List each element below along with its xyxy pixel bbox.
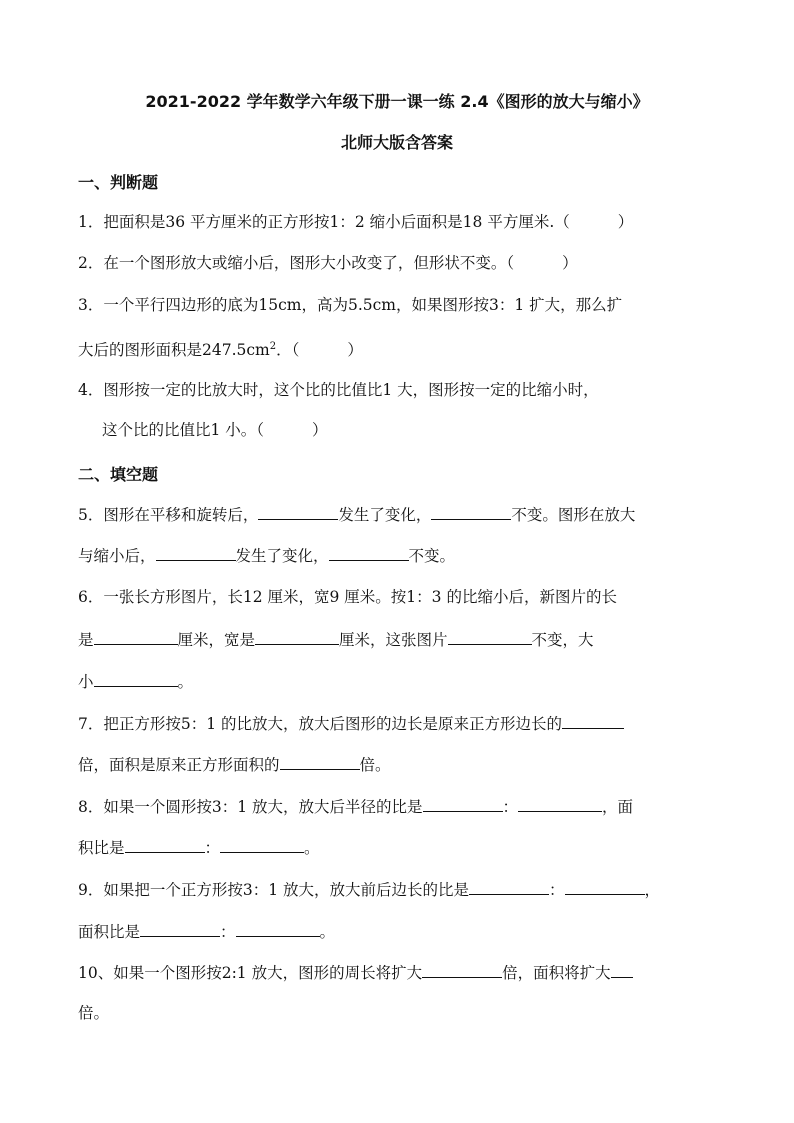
- document-subtitle: 北师大版含答案: [340, 133, 453, 152]
- q5-text-e: 发生了变化，: [235, 547, 329, 565]
- q8-text-b: ，面: [602, 798, 634, 816]
- answer-blank[interactable]: [423, 796, 503, 812]
- question-8-line-2: [78, 837, 320, 858]
- question-3-sup: 2: [269, 341, 277, 352]
- q7-text-a: 7．把正方形按5：1 的比放大，放大后图形的边长是原来正方形边长的: [78, 715, 563, 733]
- question-3-line-1: 3．一个平行四边形的底为15cm，高为5.5cm，如果图形按3：1 扩大，那么扩: [78, 296, 623, 314]
- question-2-text: 2．在一个图形放大或缩小后，图形大小改变了，但形状不变。（: [78, 254, 515, 272]
- answer-blank[interactable]: [562, 713, 624, 729]
- q7-text-c: 倍。: [359, 756, 391, 774]
- answer-blank[interactable]: [329, 545, 409, 561]
- answer-blank[interactable]: [140, 921, 220, 937]
- q8-text-c: 积比是: [78, 839, 125, 857]
- question-4-line-1: 4．图形按一定的比放大时，这个比的比值比1 大，图形按一定的比缩小时，: [78, 381, 599, 399]
- q8-text-d: 。: [304, 839, 320, 857]
- answer-blank[interactable]: [422, 962, 502, 978]
- q6-text-a: 是: [78, 631, 94, 649]
- answer-blank[interactable]: [236, 921, 320, 937]
- answer-blank[interactable]: [94, 671, 178, 687]
- q6-text-b: 厘米，宽是: [177, 631, 256, 649]
- q5-text-b: 发生了变化，: [338, 506, 432, 524]
- answer-blank[interactable]: [255, 629, 339, 645]
- q5-text-f: 不变。: [408, 547, 456, 565]
- question-3-open: ．（: [276, 341, 300, 360]
- answer-blank[interactable]: [125, 837, 205, 853]
- answer-blank[interactable]: [518, 796, 602, 812]
- question-2: [78, 253, 578, 273]
- question-10-line-2: 倍。: [78, 1004, 110, 1022]
- question-4-text: 这个比的比值比1 小。（: [102, 421, 265, 439]
- question-9-line-2: [78, 921, 335, 942]
- q9-text-d: 。: [319, 923, 336, 941]
- q9-colon-2: ：: [220, 923, 236, 941]
- q6-text-d: 不变，大: [531, 631, 594, 649]
- question-7-line-1: [78, 713, 624, 734]
- question-9-line-1: [78, 879, 660, 900]
- question-10-line-1: [78, 962, 633, 983]
- document-title: 2021-2022 学年数学六年级下册一课一练 2.4《图形的放大与缩小》: [145, 92, 649, 111]
- q5-text-d: 与缩小后，: [78, 547, 156, 565]
- q8-text-a: 8．如果一个圆形按3：1 放大，放大后半径的比是: [78, 798, 423, 816]
- question-1-close: ）: [617, 213, 634, 231]
- question-3-close: ）: [347, 341, 363, 360]
- q7-text-b: 倍，面积是原来正方形面积的: [78, 756, 280, 774]
- question-6-line-2: [78, 629, 594, 650]
- q6-text-e: 小: [78, 673, 94, 691]
- question-7-line-2: [78, 754, 391, 775]
- question-1-text: 1．把面积是36 平方厘米的正方形按1：2 缩小后面积是18 平方厘米.（: [78, 213, 570, 231]
- question-6-line-1: 6．一张长方形图片，长12 厘米，宽9 厘米。按1：3 的比缩小后，新图片的长: [78, 588, 617, 606]
- question-3-line-2: [78, 337, 363, 360]
- question-6-line-3: [78, 671, 193, 692]
- question-3-area: 大后的图形面积是247.5cm: [78, 341, 270, 360]
- question-1: [78, 212, 633, 232]
- question-4-line-2: [102, 420, 328, 440]
- q9-text-a: 9．如果把一个正方形按3：1 放大，放大前后边长的比是: [78, 881, 470, 899]
- answer-blank[interactable]: [156, 545, 236, 561]
- answer-blank[interactable]: [469, 879, 549, 895]
- answer-blank[interactable]: [220, 837, 304, 853]
- q5-text-a: 5．图形在平移和旋转后，: [78, 506, 259, 524]
- question-8-line-1: [78, 796, 633, 817]
- section-heading-fill-blank: 二、填空题: [78, 465, 159, 484]
- answer-blank[interactable]: [94, 629, 178, 645]
- q9-text-c: 面积比是: [78, 923, 141, 941]
- q6-text-c: 厘米，这张图片: [339, 631, 448, 649]
- answer-blank[interactable]: [611, 962, 633, 978]
- q9-colon: ：: [549, 881, 565, 899]
- answer-blank[interactable]: [565, 879, 645, 895]
- section-heading-judgement: 一、判断题: [78, 173, 159, 192]
- q9-text-b: ，: [644, 881, 661, 899]
- answer-blank[interactable]: [280, 754, 360, 770]
- q8-colon: ：: [502, 798, 519, 816]
- question-2-close: ）: [562, 254, 578, 272]
- answer-blank[interactable]: [448, 629, 532, 645]
- question-5-line-1: [78, 504, 635, 525]
- answer-blank[interactable]: [431, 504, 511, 520]
- q10-text-a: 10、如果一个图形按2:1 放大，图形的周长将扩大: [78, 964, 423, 982]
- q5-text-c: 不变。图形在放大: [511, 506, 636, 524]
- question-5-line-2: [78, 545, 455, 566]
- q10-text-b: 倍，面积将扩大: [502, 964, 611, 982]
- q8-colon-2: ：: [204, 839, 221, 857]
- question-4-close: ）: [312, 421, 328, 439]
- q6-text-f: 。: [177, 673, 194, 691]
- answer-blank[interactable]: [258, 504, 338, 520]
